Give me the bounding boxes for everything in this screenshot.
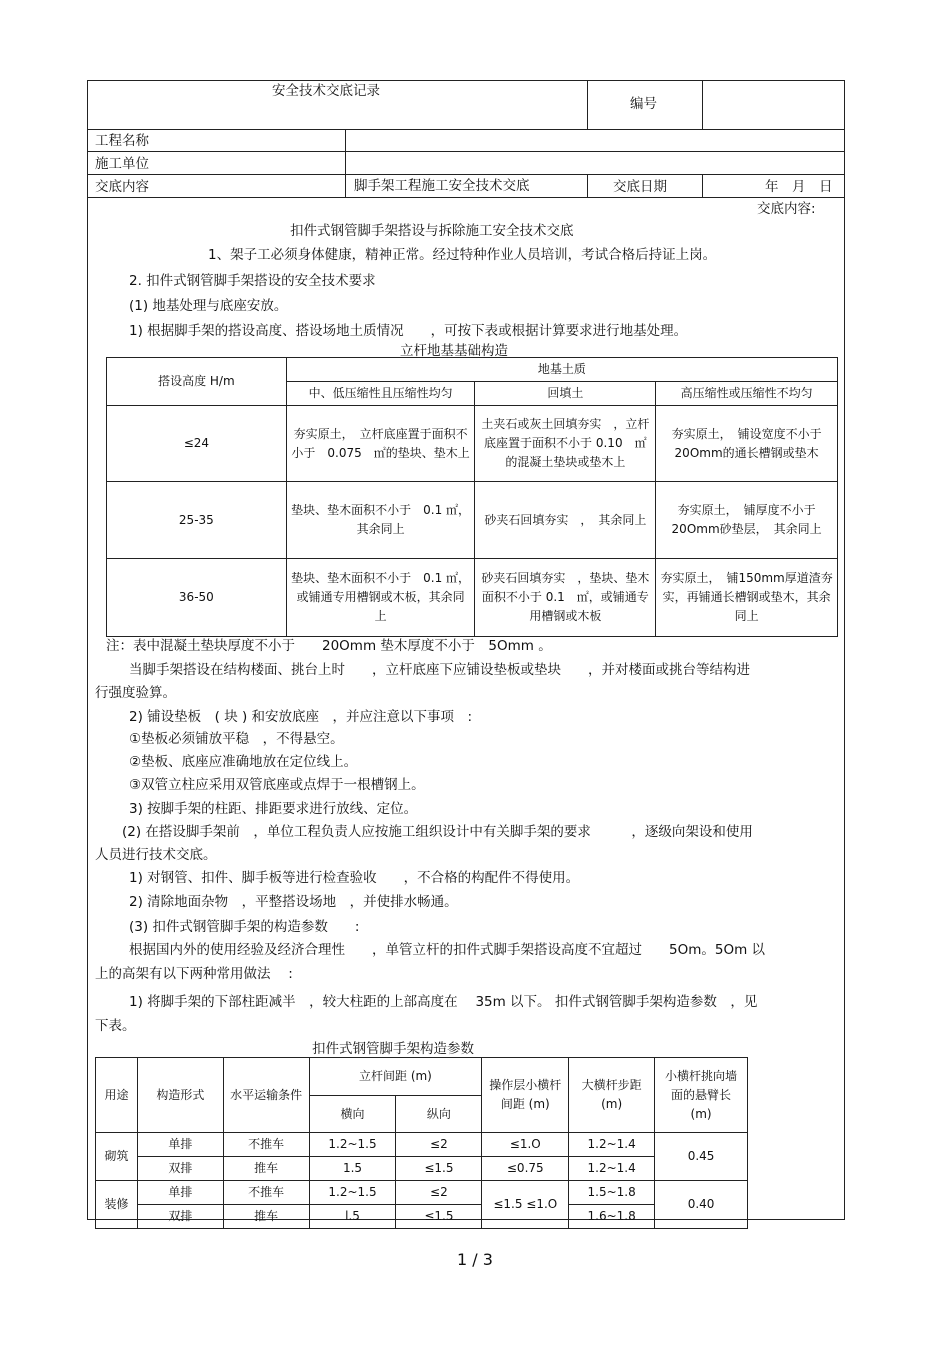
header-form: 构造形式 bbox=[137, 1058, 223, 1133]
table-cell: 单排 bbox=[137, 1181, 223, 1205]
table-cell: 双排 bbox=[137, 1205, 223, 1229]
use-cell: 装修 bbox=[96, 1181, 138, 1229]
divider bbox=[702, 174, 703, 197]
construction-unit-label: 施工单位 bbox=[95, 156, 149, 172]
height-cell: 25-35 bbox=[107, 482, 287, 559]
table-cell: 1.6~1.8 bbox=[569, 1205, 655, 1229]
table-cell: 砂夹石回填夯实 ， 其余同上 bbox=[475, 482, 656, 559]
paragraph: 当脚手架搭设在结构楼面、挑台上时 ，立杆底座下应铺设垫板或垫块 ，并对楼面或挑台等结构进 bbox=[129, 662, 750, 678]
table-row bbox=[96, 1157, 748, 1181]
table-cell: 夯实原土， 铺150mm厚道渣夯实，再铺通长槽钢或垫木，其余同上 bbox=[656, 559, 838, 637]
table-cell: 垫块、垫木面积不小于 0.1 ㎡，或铺通专用槽钢或木板，其余同上 bbox=[286, 559, 475, 637]
table-cell: l.5 bbox=[309, 1205, 396, 1229]
header-transport: 水平运输条件 bbox=[223, 1058, 309, 1133]
paragraph: ③双管立柱应采用双管底座或点焊于一根槽钢上。 bbox=[129, 777, 425, 793]
table-cell: 1.2~1.5 bbox=[309, 1133, 396, 1157]
paragraph: 上的高架有以下两种常用做法 : bbox=[95, 966, 293, 982]
table-cell: 推车 bbox=[223, 1205, 309, 1229]
table-cell: ≤1.O bbox=[482, 1133, 569, 1157]
height-cell: 36-50 bbox=[107, 559, 287, 637]
paragraph: ②垫板、底座应准确地放在定位线上。 bbox=[129, 754, 358, 770]
divider bbox=[87, 151, 845, 152]
paragraph: 1) 对钢管、扣件、脚手板等进行检查验收 ，不合格的构配件不得使用。 bbox=[129, 870, 580, 886]
paragraph: 2) 清除地面杂物 ，平整搭设场地 ，并使排水畅通。 bbox=[129, 894, 458, 910]
paragraph: 1) 根据脚手架的搭设高度、搭设场地土质情况 ，可按下表或根据计算要求进行地基处理。 bbox=[129, 323, 688, 339]
paragraph: (2) 在搭设脚手架前 ，单位工程负责人应按施工组织设计中有关脚手架的要求 ，逐级向架设和使用 bbox=[122, 824, 753, 840]
table-row bbox=[107, 406, 838, 482]
content-value: 脚手架工程施工安全技术交底 bbox=[354, 178, 530, 194]
divider bbox=[87, 197, 845, 198]
record-title: 安全技术交底记录 bbox=[272, 83, 380, 99]
header-horizontal: 横向 bbox=[309, 1096, 396, 1133]
table2-title: 扣件式钢管脚手架构造参数 bbox=[312, 1041, 474, 1057]
table-row bbox=[96, 1181, 748, 1205]
content-label: 交底内容 bbox=[95, 179, 149, 195]
header-cantilever: 小横杆挑向墙面的悬臂长 (m) bbox=[655, 1058, 748, 1133]
cantilever-cell: 0.45 bbox=[655, 1133, 748, 1181]
table-cell: 单排 bbox=[137, 1133, 223, 1157]
header-small-bar: 操作层小横杆间距 (m) bbox=[482, 1058, 569, 1133]
table-cell: ≤2 bbox=[396, 1133, 482, 1157]
header-use: 用途 bbox=[96, 1058, 138, 1133]
paragraph: (1) 地基处理与底座安放。 bbox=[129, 298, 288, 314]
table-cell: 双排 bbox=[137, 1157, 223, 1181]
table-cell: 砂夹石回填夯实 ，垫块、垫木面积不小于 0.1 ㎡，或铺通专用槽钢或木板 bbox=[475, 559, 656, 637]
table-cell: ≤1.5 bbox=[396, 1205, 482, 1229]
col-height-header: 搭设高度 H/m bbox=[107, 358, 287, 406]
divider bbox=[702, 80, 703, 129]
divider bbox=[345, 129, 346, 197]
table-cell: 土夹石或灰土回填夯实 ，立杆底座置于面积不小于 0.10 ㎡的混凝土垫块或垫木上 bbox=[475, 406, 656, 482]
sub-header: 中、低压缩性且压缩性均匀 bbox=[286, 382, 475, 406]
project-name-label: 工程名称 bbox=[95, 133, 149, 149]
paragraph: 3) 按脚手架的柱距、排距要求进行放线、定位。 bbox=[129, 801, 418, 817]
paragraph: 下表。 bbox=[95, 1018, 136, 1034]
paragraph: 根据国内外的使用经验及经济合理性 ，单管立杆的扣件式脚手架搭设高度不宜超过 5Om。5Om 以 bbox=[129, 942, 766, 958]
table-cell: 1.2~1.5 bbox=[309, 1181, 396, 1205]
table-cell: 1.2~1.4 bbox=[569, 1157, 655, 1181]
number-label: 编号 bbox=[630, 96, 657, 112]
table-cell: 不推车 bbox=[223, 1181, 309, 1205]
table-row bbox=[107, 559, 838, 637]
sub-header: 高压缩性或压缩性不均匀 bbox=[656, 382, 838, 406]
divider bbox=[587, 174, 588, 197]
table-row bbox=[96, 1205, 748, 1229]
intro-label: 交底内容: bbox=[757, 201, 816, 217]
table-row bbox=[107, 482, 838, 559]
use-cell: 砌筑 bbox=[96, 1133, 138, 1181]
height-cell: ≤24 bbox=[107, 406, 287, 482]
table-cell: ≤0.75 bbox=[482, 1157, 569, 1181]
sub-header: 回填土 bbox=[475, 382, 656, 406]
table-note: 注：表中混凝土垫块厚度不小于 20Omm 垫木厚度不小于 5Omm 。 bbox=[106, 638, 552, 654]
table-cell: 夯实原土， 立杆底座置于面积不小于 0.075 ㎡的垫块、垫木上 bbox=[286, 406, 475, 482]
table-cell: ≤1.5 bbox=[396, 1157, 482, 1181]
table-row bbox=[96, 1133, 748, 1157]
table-cell: ≤2 bbox=[396, 1181, 482, 1205]
header-longitudinal: 纵向 bbox=[396, 1096, 482, 1133]
table-cell: 夯实原土， 铺厚度不小于 20Omm砂垫层， 其余同上 bbox=[656, 482, 838, 559]
paragraph: 人员进行技术交底。 bbox=[95, 847, 217, 863]
table1-title: 立杆地基基础构造 bbox=[400, 343, 508, 359]
table-cell: ≤1.5 ≤1.O bbox=[482, 1181, 569, 1229]
table-cell: 1.5 bbox=[309, 1157, 396, 1181]
divider bbox=[587, 80, 588, 129]
table-cell: 垫块、垫木面积不小于 0.1 ㎡，其余同上 bbox=[286, 482, 475, 559]
table-cell: 不推车 bbox=[223, 1133, 309, 1157]
header-big-bar: 大横杆步距 (m) bbox=[569, 1058, 655, 1133]
col-soil-header: 地基土质 bbox=[286, 358, 837, 382]
scaffold-parameter-table bbox=[95, 1057, 748, 1229]
cantilever-cell: 0.40 bbox=[655, 1181, 748, 1229]
date-label: 交底日期 bbox=[613, 179, 667, 195]
header-pole-spacing: 立杆间距 (m) bbox=[309, 1058, 482, 1096]
table-cell: 夯实原土， 铺设宽度不小于 20Omm的通长槽钢或垫木 bbox=[656, 406, 838, 482]
paragraph: 2) 铺设垫板 ( 块 ) 和安放底座 ，并应注意以下事项 : bbox=[129, 709, 473, 725]
paragraph: 1、架子工必须身体健康，精神正常。经过特种作业人员培训，考试合格后持证上岗。 bbox=[208, 247, 717, 263]
paragraph: 行强度验算。 bbox=[95, 685, 176, 701]
paragraph: ①垫板必须铺放平稳 ，不得悬空。 bbox=[129, 731, 344, 747]
divider bbox=[87, 129, 845, 130]
paragraph: 1) 将脚手架的下部柱距减半 ，较大柱距的上部高度在 35m 以下。 扣件式钢管脚手架构造参数 ，见 bbox=[129, 994, 758, 1010]
page-number: 1 / 3 bbox=[457, 1250, 493, 1269]
paragraph: 2. 扣件式钢管脚手架搭设的安全技术要求 bbox=[129, 273, 376, 289]
table-cell: 1.5~1.8 bbox=[569, 1181, 655, 1205]
date-value: 年 月 日 bbox=[765, 179, 833, 195]
foundation-table bbox=[106, 357, 838, 637]
paragraph: (3) 扣件式钢管脚手架的构造参数 : bbox=[129, 919, 360, 935]
table-cell: 1.2~1.4 bbox=[569, 1133, 655, 1157]
table-cell: 推车 bbox=[223, 1157, 309, 1181]
section-heading: 扣件式钢管脚手架搭设与拆除施工安全技术交底 bbox=[290, 223, 574, 239]
